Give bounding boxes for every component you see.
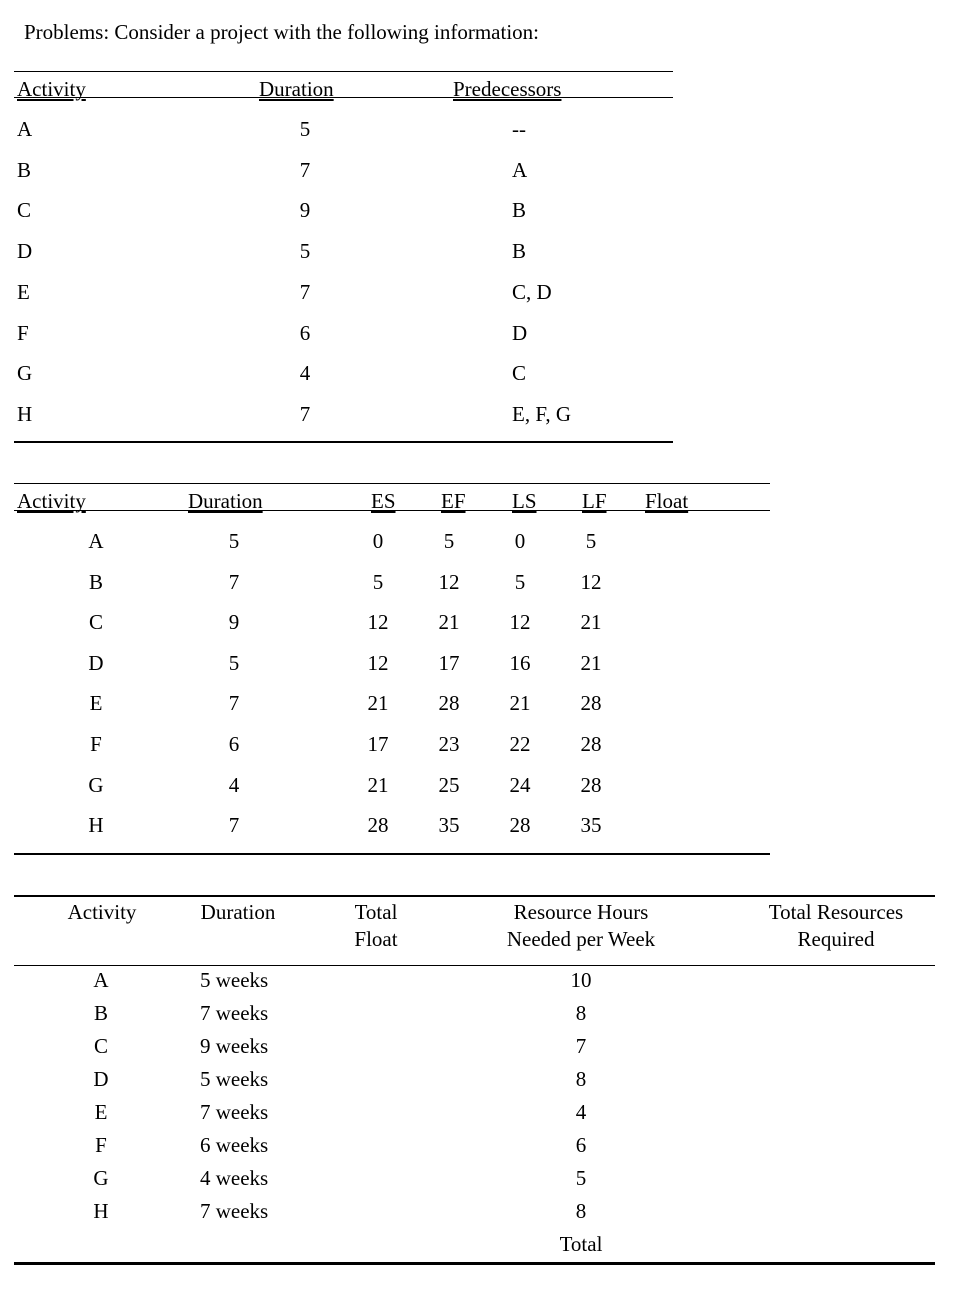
table1-cell-activity: F (17, 320, 29, 345)
table2-cell-ls: 12 (509, 610, 531, 635)
table2-cell-lf: 28 (580, 732, 602, 756)
table2-cell-es: 21 (367, 691, 389, 716)
table2-cell-activity: F (90, 732, 102, 756)
table2-bottom-rule (14, 853, 770, 855)
table2-cell-duration: 4 (228, 772, 240, 797)
table2-cell-es: 0 (372, 529, 384, 553)
table1-cell-activity: A (17, 117, 33, 141)
table1-cell-predecessors: B (512, 198, 527, 223)
table1-cell-predecessors: D (512, 320, 528, 345)
table3-cell-activity: G (93, 1166, 109, 1190)
table2-cell-duration: 9 (228, 610, 240, 635)
table1-cell-duration: 7 (299, 157, 311, 182)
table1-cell-activity: D (17, 239, 33, 264)
table2-cell-activity: H (88, 813, 104, 838)
table2-top-rule (14, 483, 770, 484)
table3-cell-resource-hours: 8 (575, 1199, 587, 1223)
table3-cell-activity: A (93, 968, 109, 992)
table2-cell-lf: 12 (580, 569, 602, 594)
table2-cell-ls: 16 (509, 650, 531, 675)
table1-cell-activity: G (17, 361, 33, 386)
table1-cell-duration: 5 (299, 117, 311, 141)
table3-header-total-resources-line2: Required (797, 927, 875, 951)
table1-header-rule (14, 97, 673, 98)
table3-cell-resource-hours: 4 (575, 1100, 587, 1124)
table3-cell-activity: H (93, 1199, 109, 1223)
table3-cell-duration: 7 weeks (200, 1001, 269, 1025)
table1-header-duration: Duration (259, 77, 334, 101)
table1-cell-predecessors: B (512, 239, 527, 264)
table2-cell-lf: 5 (585, 529, 597, 553)
table2-cell-ef: 21 (438, 610, 460, 635)
table2-cell-activity: D (88, 650, 104, 675)
table1-cell-activity: H (17, 401, 33, 426)
table3-cell-resource-hours: 10 (570, 968, 592, 992)
table3-cell-duration: 6 weeks (200, 1133, 269, 1157)
table3-cell-duration: 4 weeks (200, 1166, 269, 1190)
table1-cell-duration: 7 (299, 279, 311, 304)
table2-cell-activity: B (88, 569, 104, 594)
table3-cell-duration: 9 weeks (200, 1034, 269, 1058)
table3-bottom-rule (14, 1262, 935, 1265)
table3-cell-activity: C (93, 1034, 109, 1058)
table3-header-resource-hours-line1: Resource Hours (513, 900, 649, 924)
table3-cell-duration: 5 weeks (200, 968, 269, 992)
intro-text: Problems: Consider a project with the following information: (24, 20, 540, 44)
table2-cell-ls: 28 (509, 813, 531, 838)
table2-cell-duration: 5 (228, 529, 240, 553)
table3-total-label: Total (559, 1232, 603, 1256)
table2-cell-duration: 5 (228, 650, 240, 675)
table3-header-total-float-line2: Float (354, 927, 398, 951)
table2-cell-activity: E (89, 691, 103, 716)
table2-cell-ef: 35 (438, 813, 460, 838)
table2-cell-lf: 28 (580, 691, 602, 716)
table2-cell-ef: 25 (438, 772, 460, 797)
table1-cell-predecessors: C (512, 361, 527, 386)
table2-header-float: Float (645, 489, 689, 513)
table2-cell-es: 12 (367, 650, 389, 675)
table3-cell-activity: B (93, 1001, 109, 1025)
table3-header-total-float-line1: Total (354, 900, 398, 924)
table2-cell-ls: 0 (514, 529, 526, 553)
table2-cell-ls: 22 (509, 732, 531, 756)
table1-cell-activity: B (17, 157, 32, 182)
table1-cell-predecessors: -- (512, 117, 526, 141)
table2-cell-ef: 28 (438, 691, 460, 716)
table2-header-rule (14, 510, 770, 511)
table2-header-lf: LF (582, 489, 607, 513)
table3-cell-duration: 7 weeks (200, 1100, 269, 1124)
table3-cell-activity: E (94, 1100, 108, 1124)
table2-cell-lf: 28 (580, 772, 602, 797)
table3-header-duration: Duration (200, 900, 276, 924)
table2-cell-lf: 35 (580, 813, 602, 838)
table2-cell-duration: 6 (228, 732, 240, 756)
table2-cell-ls: 24 (509, 772, 531, 797)
table3-cell-resource-hours: 6 (575, 1133, 587, 1157)
table1-cell-duration: 4 (299, 361, 311, 386)
table2-cell-duration: 7 (228, 569, 240, 594)
table3-cell-resource-hours: 5 (575, 1166, 587, 1190)
table3-header-activity: Activity (67, 900, 137, 924)
table2-cell-duration: 7 (228, 691, 240, 716)
table2-cell-ef: 23 (438, 732, 460, 756)
table3-cell-activity: F (95, 1133, 107, 1157)
table2-header-duration: Duration (188, 489, 263, 513)
table2-cell-ef: 17 (438, 650, 460, 675)
table2-cell-duration: 7 (228, 813, 240, 838)
table2-cell-ls: 21 (509, 691, 531, 716)
table1-cell-duration: 7 (299, 401, 311, 426)
table1-header-predecessors: Predecessors (453, 77, 562, 101)
table2-cell-activity: A (88, 529, 104, 553)
table2-cell-activity: C (88, 610, 104, 635)
table1-cell-duration: 5 (299, 239, 311, 264)
table2-cell-lf: 21 (580, 610, 602, 635)
table2-header-activity: Activity (17, 489, 86, 513)
table2-cell-ef: 12 (438, 569, 460, 594)
table1-cell-predecessors: C, D (512, 279, 552, 304)
table3-header-resource-hours-line2: Needed per Week (506, 927, 656, 951)
table2-cell-ls: 5 (514, 569, 526, 594)
table1-bottom-rule (14, 441, 673, 443)
table1-cell-predecessors: A (512, 157, 528, 182)
table1-cell-activity: C (17, 198, 32, 223)
table1-header-activity: Activity (17, 77, 86, 101)
table2-cell-ef: 5 (443, 529, 455, 553)
table3-header-rule (14, 965, 935, 966)
table1-top-rule (14, 71, 673, 72)
table3-cell-duration: 5 weeks (200, 1067, 269, 1091)
table2-cell-es: 5 (372, 569, 384, 594)
table2-cell-es: 21 (367, 772, 389, 797)
table3-cell-resource-hours: 8 (575, 1067, 587, 1091)
table2-header-ef: EF (441, 489, 466, 513)
table3-cell-resource-hours: 8 (575, 1001, 587, 1025)
table2-cell-es: 12 (367, 610, 389, 635)
table3-header-total-resources-line1: Total Resources (768, 900, 904, 924)
table2-cell-activity: G (88, 772, 104, 797)
table1-cell-duration: 9 (299, 198, 311, 223)
table3-cell-duration: 7 weeks (200, 1199, 269, 1223)
table2-header-es: ES (371, 489, 396, 513)
table3-cell-resource-hours: 7 (575, 1034, 587, 1058)
table2-header-ls: LS (512, 489, 537, 513)
table2-cell-es: 17 (367, 732, 389, 756)
table1-cell-duration: 6 (299, 320, 311, 345)
table1-cell-activity: E (17, 279, 30, 304)
table2-cell-es: 28 (367, 813, 389, 838)
table3-cell-activity: D (93, 1067, 109, 1091)
table1-cell-predecessors: E, F, G (512, 401, 571, 426)
table3-top-rule (14, 895, 935, 897)
table2-cell-lf: 21 (580, 650, 602, 675)
